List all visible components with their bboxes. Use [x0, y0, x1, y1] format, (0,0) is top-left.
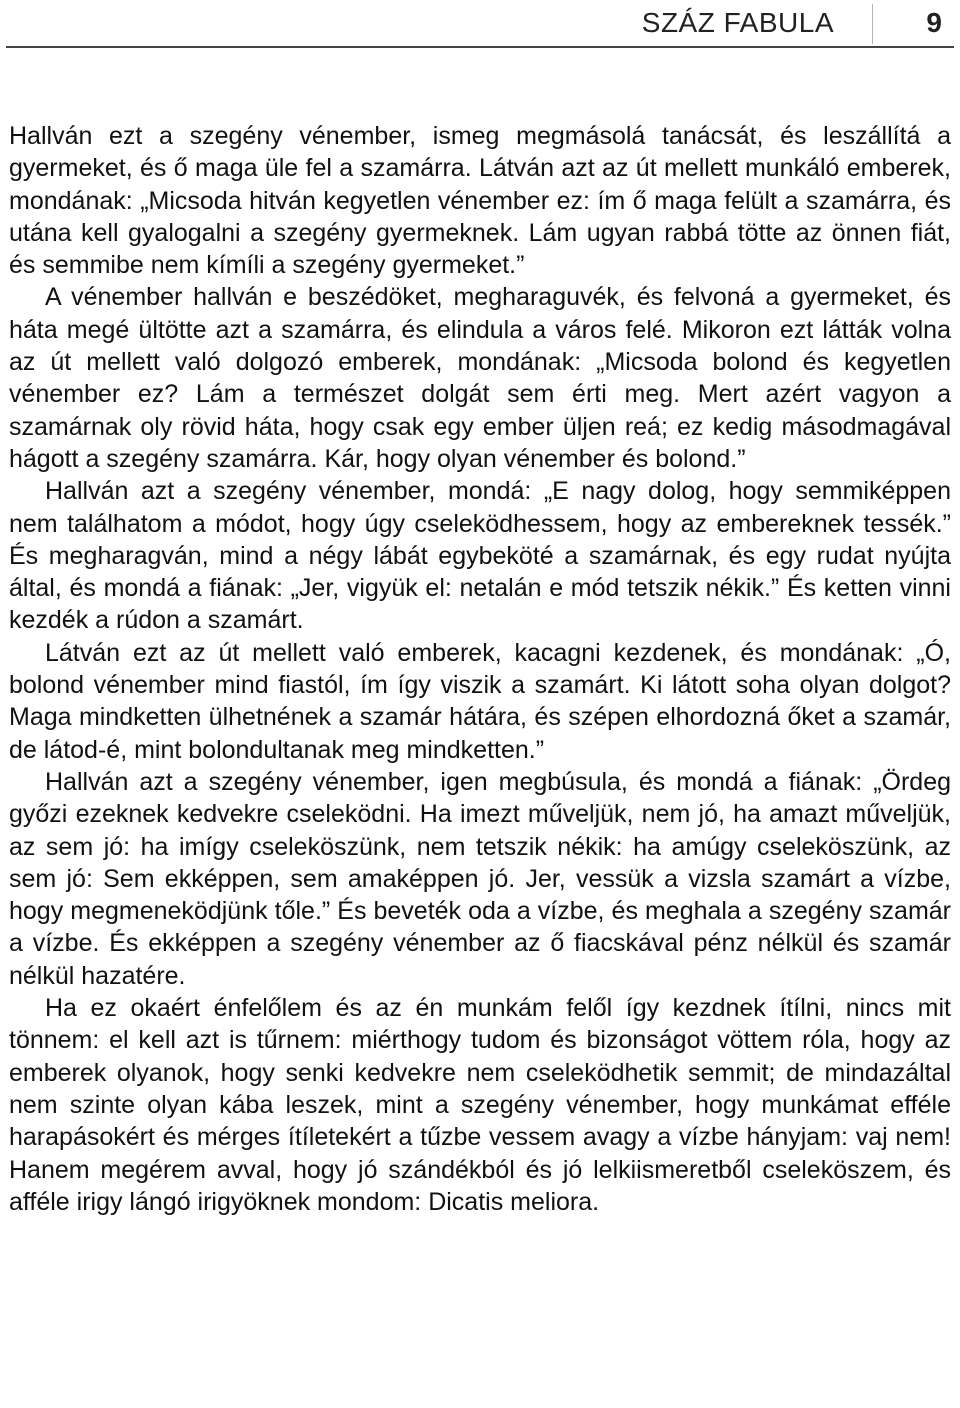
page-header: [0, 0, 960, 48]
body-text: [9, 120, 951, 1218]
running-title: SZÁZ FABULA: [641, 7, 834, 38]
header-rule: [6, 46, 954, 48]
page-number: 9: [926, 7, 942, 38]
paragraph: Hallván azt a szegény vénember, mondá: „E nagy dolog, hogy semmiképpen nem találhatom a módot, hogy úgy cseleködhessem, hogy az embereknek tessék.” És megharagván, mind a négy lábát egybeköté a szamárnak, és egy rudat nyújta által, és mondá a fiának: „Jer, vigyük el: netalán e mód tetszik nékik.” És ketten vinni kezdék a rúdon a szamárt.: [9, 477, 951, 635]
paragraph: Hallván ezt a szegény vénember, ismeg megmásolá tanácsát, és leszállítá a gyermeket, és ő maga üle fel a szamárra. Látván azt az út mellett munkáló emberek, mondának: „Micsoda hitván kegyetlen vénember ez: ím ő maga felült a szamárra, és utána kell gyalogalni a szegény gyermeknek. Lám ugyan rabbá tötte az önnen fiát, és semmibe nem kímíli a szegény gyermeket.”: [9, 122, 951, 280]
paragraph: Látván ezt az út mellett való emberek, kacagni kezdenek, és mondának: „Ó, bolond vénember mind fiastól, ím így viszik a szamárt. Ki látott soha olyan dolgot? Maga mindketten ülhetnének a szamár hátára, és szépen elhordozná őket a szamár, de látod-é, mint bolondultanak meg mindketten.”: [9, 638, 951, 764]
paragraph: A vénember hallván e beszédöket, megharaguvék, és felvoná a gyermeket, és háta megé ültötte azt a szamárra, és elindula a város felé. Mikoron ezt látták volna az út mellett való dolgozó emberek, mondának: „Micsoda bolond és kegyetlen vénember ez? Lám a természet dolgát sem érti meg. Mert azért vagyon a szamárnak oly rövid háta, hogy csak egy ember üljen reá; ez kedig másodmagával hágott a szegény szamárra. Kár, hogy olyan vénember és bolond.”: [9, 283, 951, 473]
paragraph: Ha ez okaért énfelőlem és az én munkám felől így kezdnek ítílni, nincs mit tönnem: el kell azt is tűrnem: miérthogy tudom és bizonságot vöttem róla, hogy az emberek olyanok, hogy senki kedvekre nem cseleködhetik semmit; de mindazáltal nem szinte olyan kába leszek, mint a szegény vénember, hogy munkámat efféle harapásokért és mérges ítíletekért a tűzbe vessem avagy a vízbe hányjam: vaj nem! Hanem megérem avval, hogy jó szándékból és jó lelkiismeretből cseleköszem, és afféle irigy lángó irigyöknek mondom: Dicatis meliora.: [9, 994, 951, 1216]
paragraph: Hallván azt a szegény vénember, igen megbúsula, és mondá a fiának: „Ördeg győzi ezeknek kedvekre cseleködni. Ha imezt műveljük, nem jó, ha amazt műveljük, az sem jó: ha imígy cseleköszünk, nem tetszik nékik: ha amúgy cseleköszünk, az sem jó: Sem ekképpen, sem amaképpen jó. Jer, vessük a vizsla szamárt a vízbe, hogy megmeneködjünk tőle.” És beveték oda a vízbe, és meghala a szegény szamár a vízbe. És ekképpen a szegény vénember az ő fiacskával pénz nélkül és szamár nélkül hazatére.: [9, 767, 951, 990]
header-divider: [872, 4, 873, 44]
